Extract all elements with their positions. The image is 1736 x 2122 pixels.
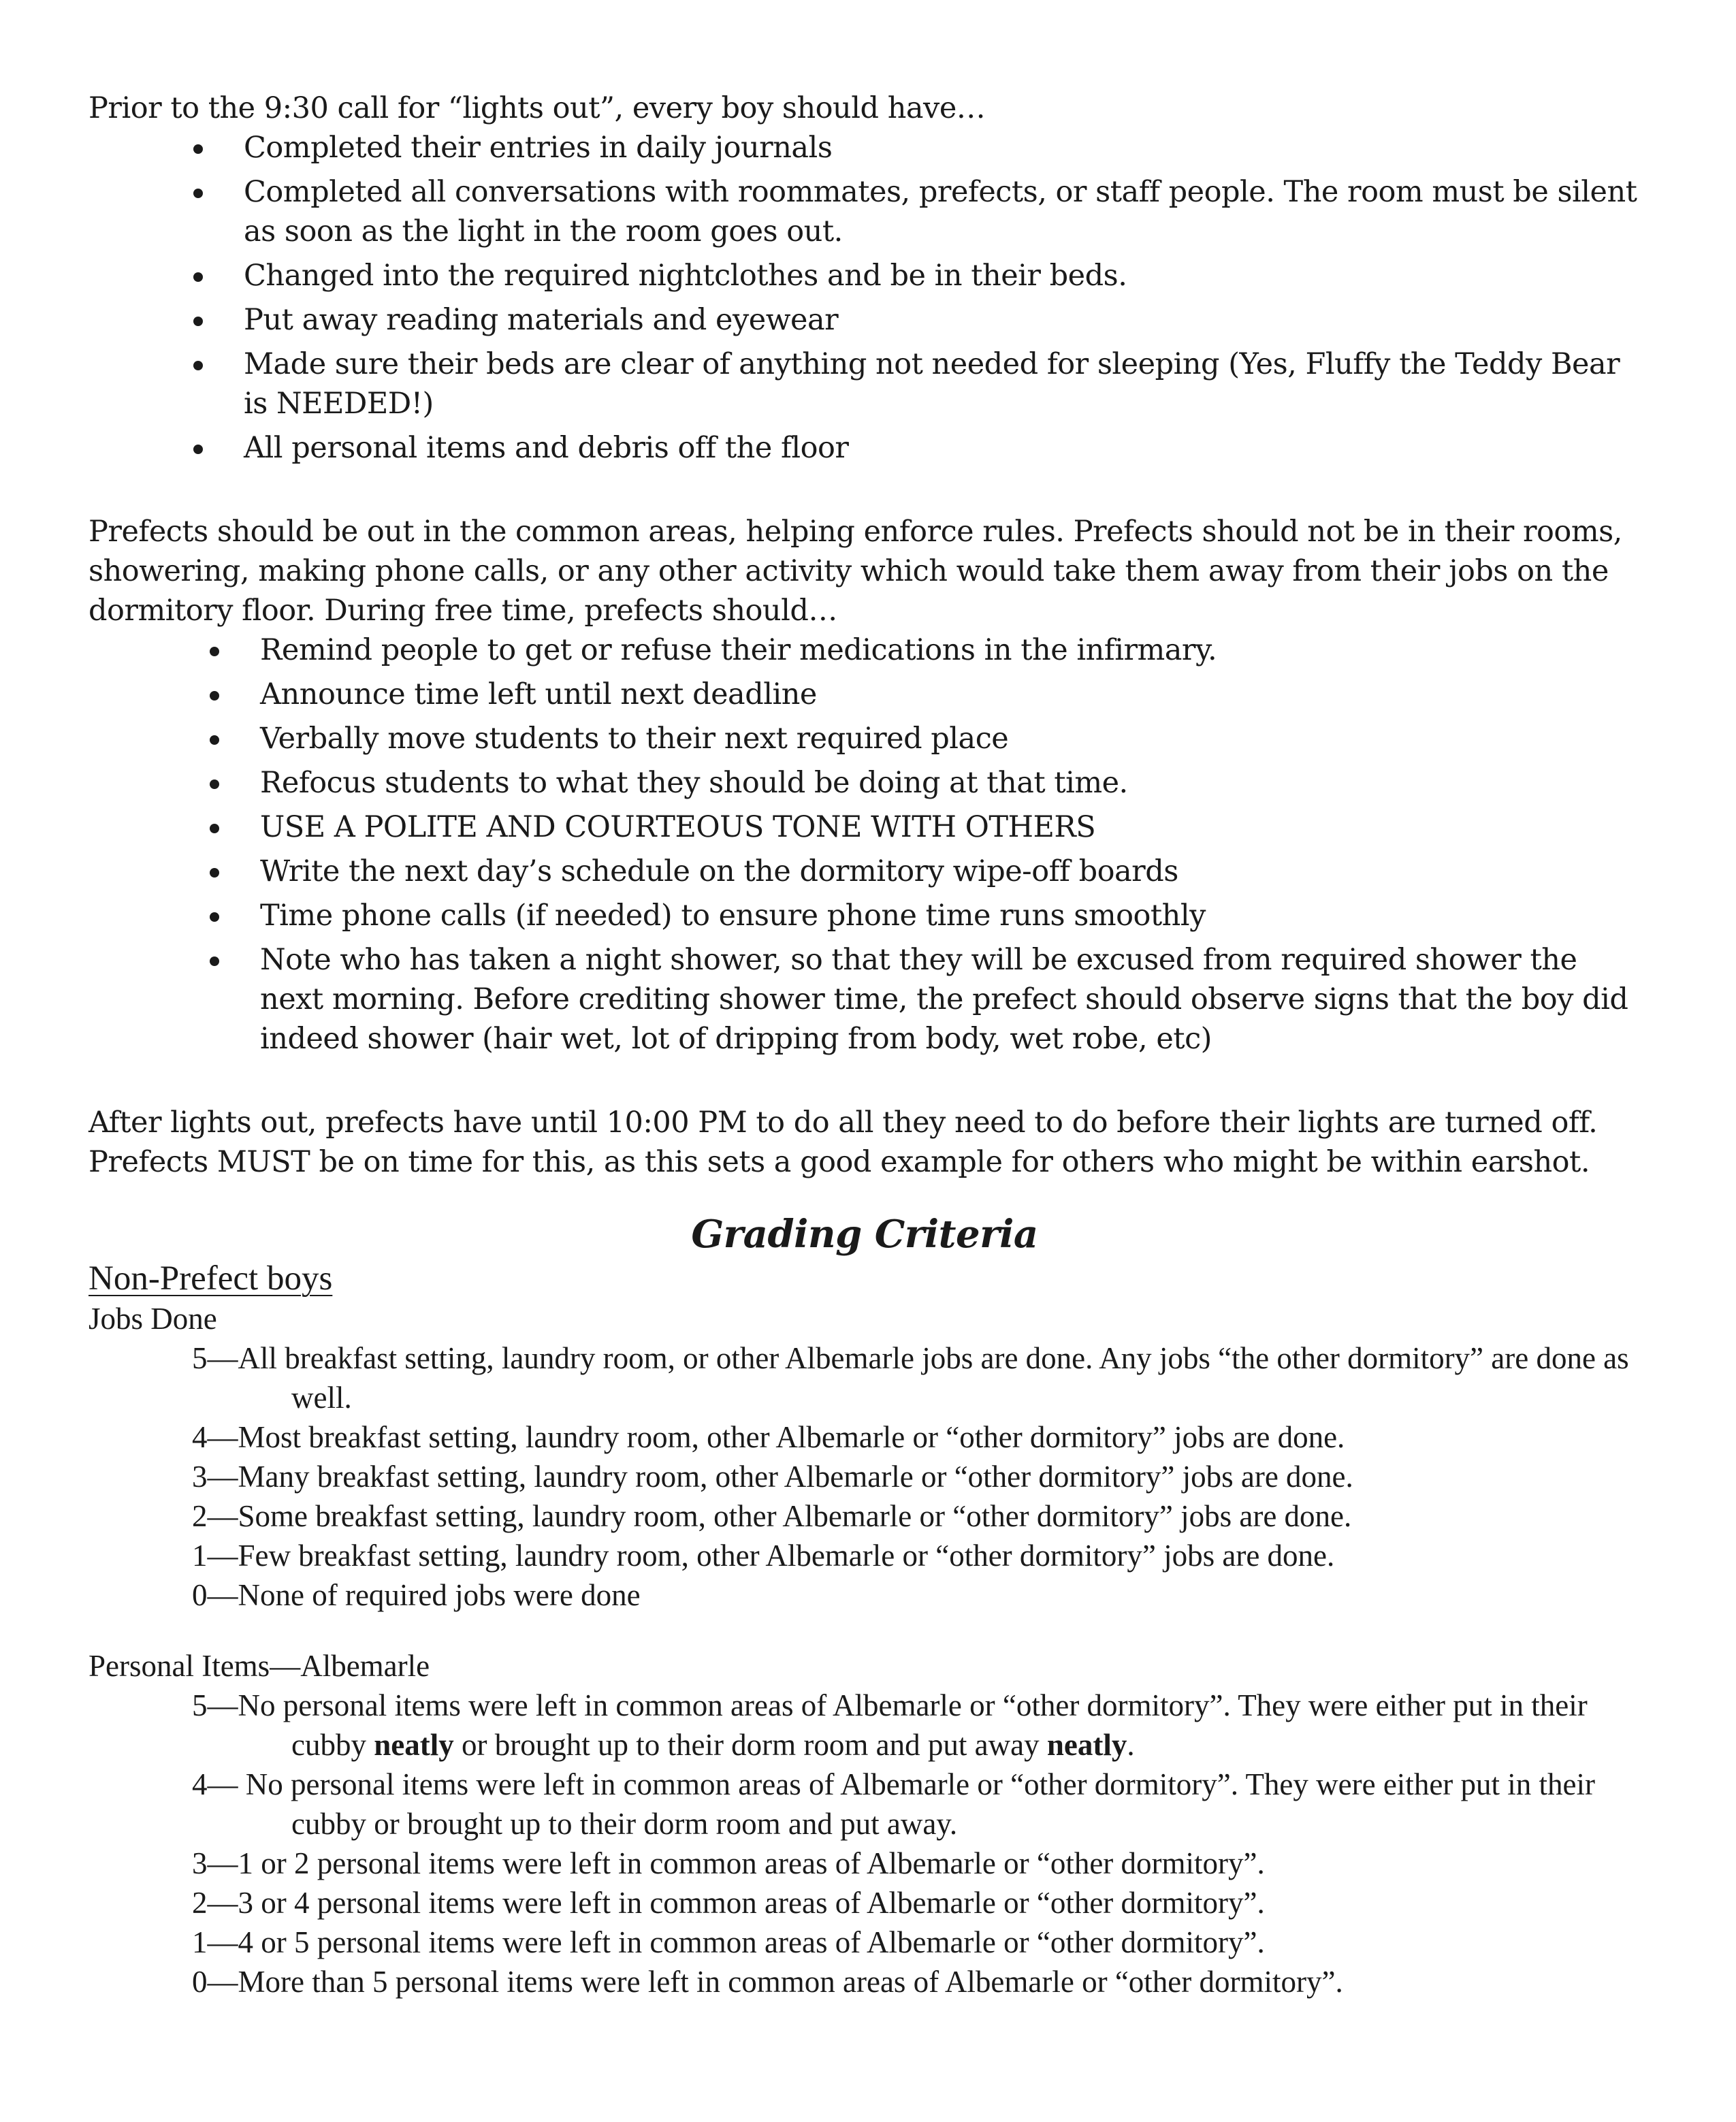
prefects-intro: Prefects should be out in the common areas, helping enforce rules. Prefects should not be in their rooms, showering, making phone calls, or any other activity which would take them away from their jobs on the dormitory floor. During free time, prefects should…: [89, 515, 1622, 628]
list-item: Put away reading materials and eyewear: [89, 300, 1641, 340]
list-item: Completed their entries in daily journals: [89, 128, 1641, 167]
criteria-item: 4— No personal items were left in common areas of Albemarle or “other dormitory”. They were either put in their cubby or brought up to their dorm room and put away.: [192, 1767, 1595, 1841]
list-item: Refocus students to what they should be doing at that time.: [89, 763, 1641, 803]
criteria-item: 1—4 or 5 personal items were left in common areas of Albemarle or “other dormitory”.: [192, 1925, 1265, 1959]
prefect-duties-list: [89, 630, 1641, 1059]
non-prefect-heading: Non-Prefect boys: [89, 1259, 333, 1298]
criteria-item: 3—1 or 2 personal items were left in common areas of Albemarle or “other dormitory”.: [192, 1846, 1265, 1880]
list-item: USE A POLITE AND COURTEOUS TONE WITH OTHERS: [89, 807, 1641, 847]
bullet-icon: [193, 144, 203, 154]
personal-items-heading: Personal Items—Albemarle: [89, 1649, 430, 1683]
document-page: [89, 89, 1641, 2002]
list-item: Completed all conversations with roommates, prefects, or staff people. The room must be silent as soon as the light in the room goes out.: [89, 172, 1641, 251]
criteria-item: 2—Some breakfast setting, laundry room, other Albemarle or “other dormitory” jobs are done.: [192, 1499, 1352, 1533]
bullet-icon: [210, 956, 219, 966]
criteria-item: 2—3 or 4 personal items were left in common areas of Albemarle or “other dormitory”.: [192, 1886, 1265, 1920]
lights-out-list: [89, 128, 1641, 468]
criteria-item: 4—Most breakfast setting, laundry room, other Albemarle or “other dormitory” jobs are done.: [192, 1420, 1345, 1454]
list-item: Changed into the required nightclothes and be in their beds.: [89, 256, 1641, 295]
list-item: Note who has taken a night shower, so that they will be excused from required shower the next morning. Before crediting shower time, the prefect should observe signs that the boy did indeed shower (hair wet, lot of dripping from body, wet robe, etc): [89, 940, 1641, 1059]
list-item: Announce time left until next deadline: [89, 675, 1641, 714]
emphasis-text: neatly: [374, 1728, 454, 1762]
bullet-icon: [193, 189, 203, 198]
bullet-icon: [210, 647, 219, 656]
criteria-item: 3—Many breakfast setting, laundry room, other Albemarle or “other dormitory” jobs are done.: [192, 1460, 1353, 1494]
bullet-icon: [193, 272, 203, 282]
criteria-item: 5—All breakfast setting, laundry room, or other Albemarle jobs are done. Any jobs “the other dormitory” are done as well.: [192, 1341, 1629, 1415]
lights-out-intro: Prior to the 9:30 call for “lights out”, every boy should have…: [89, 91, 986, 125]
list-item: Made sure their beds are clear of anything not needed for sleeping (Yes, Fluffy the Teddy Bear is NEEDED!): [89, 344, 1641, 423]
list-item: Remind people to get or refuse their medications in the infirmary.: [89, 630, 1641, 670]
jobs-done-heading: Jobs Done: [89, 1302, 217, 1336]
list-item: Verbally move students to their next required place: [89, 719, 1641, 758]
criteria-item: 0—More than 5 personal items were left in common areas of Albemarle or “other dormitory”.: [192, 1965, 1343, 1999]
criteria-item: 1—Few breakfast setting, laundry room, other Albemarle or “other dormitory” jobs are done.: [192, 1539, 1335, 1573]
bullet-icon: [193, 317, 203, 326]
list-item: Time phone calls (if needed) to ensure phone time runs smoothly: [89, 896, 1641, 935]
bullet-icon: [210, 912, 219, 922]
jobs-done-criteria: [89, 1338, 1641, 1615]
after-lights-paragraph: After lights out, prefects have until 10:00 PM to do all they need to do before their lights are turned off. Prefects MUST be on time for this, as this sets a good example for others who might be within earshot.: [89, 1106, 1598, 1179]
list-item: All personal items and debris off the floor: [89, 428, 1641, 468]
criteria-item: 0—None of required jobs were done: [192, 1578, 641, 1612]
grading-criteria-title: Grading Criteria: [691, 1212, 1038, 1257]
bullet-icon: [193, 361, 203, 370]
bullet-icon: [210, 691, 219, 701]
bullet-icon: [193, 445, 203, 454]
bullet-icon: [210, 779, 219, 789]
bullet-icon: [210, 868, 219, 878]
emphasis-text: neatly: [1046, 1728, 1127, 1762]
bullet-icon: [210, 824, 219, 833]
personal-items-criteria: [89, 1686, 1641, 2002]
criteria-item: 5—No personal items were left in common areas of Albemarle or “other dormitory”. They were either put in their cubby neatly or brought up to their dorm room and put away neatly.: [192, 1688, 1588, 1762]
bullet-icon: [210, 735, 219, 745]
list-item: Write the next day’s schedule on the dormitory wipe-off boards: [89, 852, 1641, 891]
